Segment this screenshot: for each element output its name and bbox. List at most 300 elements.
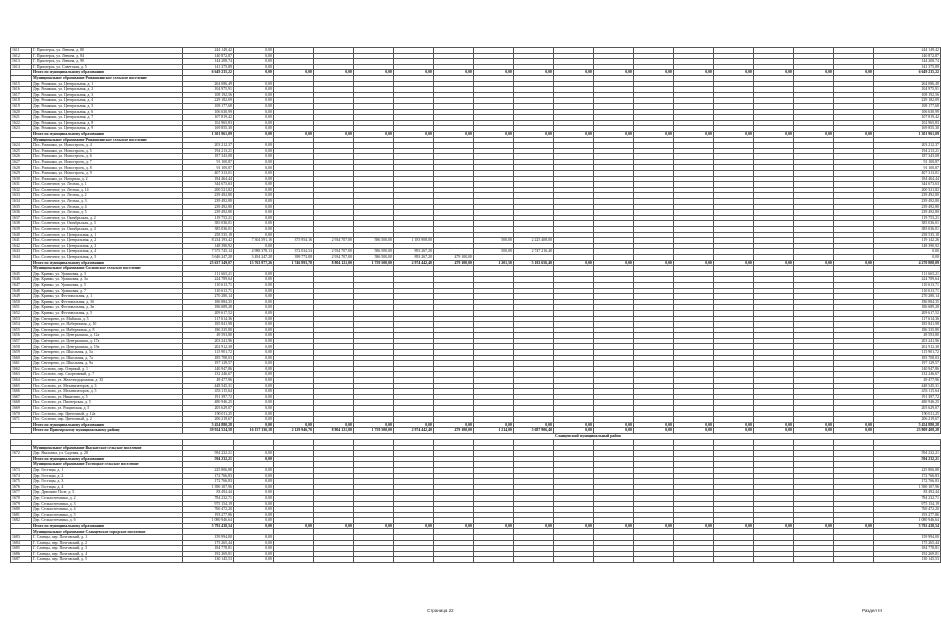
remaining-cost-cell: 130 145,53 bbox=[874, 557, 941, 563]
value-cell: 0,00 bbox=[794, 131, 834, 137]
remaining-cost-cell: 0,00 bbox=[874, 254, 941, 260]
address-cell: Пос. Ромашки, ул. Новостроек, д. 8 bbox=[32, 165, 183, 171]
value-cell bbox=[834, 557, 874, 563]
total-cost-cell: 1 301 961,09 bbox=[183, 131, 234, 137]
total-cost-cell: 258 535,18 bbox=[183, 232, 234, 238]
remaining-cost-cell: 197 129,57 bbox=[874, 361, 941, 367]
remaining-cost-cell: 49 477,96 bbox=[874, 378, 941, 384]
total-cost-cell: 407 313,01 bbox=[183, 171, 234, 177]
value-cell: 479 100,00 bbox=[434, 428, 474, 434]
value-cell: 0,00 bbox=[394, 523, 434, 529]
value-cell: 500,00 bbox=[474, 238, 514, 244]
value-cell: 0,00 bbox=[234, 484, 274, 490]
address-cell: Дер. Снегирево, ул. Центральная, д. 17а bbox=[32, 338, 183, 344]
row-number-cell: 1648 bbox=[11, 288, 32, 294]
value-cell: 0,00 bbox=[594, 523, 634, 529]
row-number-cell: 1617 bbox=[11, 92, 32, 98]
value-cell: 8 804 121,00 bbox=[314, 260, 354, 266]
value-cell: 0,00 bbox=[714, 523, 754, 529]
remaining-cost-cell: 239 492,80 bbox=[874, 204, 941, 210]
value-cell: 0,00 bbox=[234, 479, 274, 485]
address-cell: Г. Приозерск, ул. Советская, д. 5 bbox=[32, 64, 183, 70]
value-cell: 0,00 bbox=[234, 366, 274, 372]
value-cell: 0,00 bbox=[634, 428, 674, 434]
value-cell: 0,00 bbox=[434, 523, 474, 529]
value-cell: 0,00 bbox=[274, 422, 314, 428]
value-cell: 0,00 bbox=[234, 417, 274, 423]
value-cell: 0,00 bbox=[234, 540, 274, 546]
value-cell: 372 034,54 bbox=[274, 249, 314, 255]
row-number-cell: 1680 bbox=[11, 507, 32, 513]
total-cost-cell: 239 492,80 bbox=[183, 210, 234, 216]
address-cell: Пос. Солнечное, ул. Центральная, д. 3 bbox=[32, 243, 183, 249]
remaining-cost-cell: 104 975,91 bbox=[874, 87, 941, 93]
value-cell: 0,00 bbox=[554, 70, 594, 76]
row-number-cell: 1671 bbox=[11, 417, 32, 423]
total-cost-cell: 594 232,21 bbox=[183, 451, 234, 457]
row-number-cell: 1619 bbox=[11, 103, 32, 109]
total-cost-cell: 784 232,71 bbox=[183, 495, 234, 501]
total-cost-cell: 25 637 349,07 bbox=[183, 260, 234, 266]
remaining-cost-cell: 203 241,96 bbox=[874, 338, 941, 344]
row-number-cell: 1683 bbox=[11, 535, 32, 541]
address-cell: Пос. Солнечное, ул. Лесная, д. 2 bbox=[32, 193, 183, 199]
value-cell: 0,00 bbox=[834, 422, 874, 428]
value-cell: 0,00 bbox=[674, 131, 714, 137]
address-cell: Дер. Снегирево, ул. Набережная, д. 10 bbox=[32, 322, 183, 328]
row-number-cell: 1652 bbox=[11, 310, 32, 316]
remaining-cost-cell: 594 232,21 bbox=[874, 451, 941, 457]
remaining-cost-cell: 225 806,88 bbox=[874, 467, 941, 473]
value-cell: 0,00 bbox=[514, 70, 554, 76]
value-cell: 0,00 bbox=[434, 131, 474, 137]
address-cell: Г. Сланцы, пер. Почтовский, д. 1 bbox=[32, 535, 183, 541]
total-cost-cell: 175 265,44 bbox=[183, 540, 234, 546]
value-cell bbox=[754, 557, 794, 563]
value-cell: 0,00 bbox=[234, 546, 274, 552]
value-cell: 0,00 bbox=[714, 422, 754, 428]
value-cell: 0,00 bbox=[234, 310, 274, 316]
address-cell: Итого по муниципальному образованию bbox=[32, 456, 183, 462]
row-number-cell: 1675 bbox=[11, 479, 32, 485]
remaining-cost-cell: 407 313,01 bbox=[874, 171, 941, 177]
total-cost-cell: 344 673,63 bbox=[183, 182, 234, 188]
value-cell: 0,00 bbox=[354, 523, 394, 529]
total-cost-cell: 203 241,96 bbox=[183, 338, 234, 344]
value-cell: 5 687 906,40 bbox=[514, 428, 554, 434]
row-number-cell: 1633 bbox=[11, 193, 32, 199]
remaining-cost-cell: 975 154,19 bbox=[874, 501, 941, 507]
value-cell: 0,00 bbox=[594, 422, 634, 428]
value-cell: 586 500,00 bbox=[354, 238, 394, 244]
row-number-cell: 1629 bbox=[11, 171, 32, 177]
row-number-cell: 1678 bbox=[11, 495, 32, 501]
total-cost-cell: 108 177,68 bbox=[183, 103, 234, 109]
address-cell: Дер. Дрюпино Поле, д. 5 bbox=[32, 490, 183, 496]
total-cost-cell: 225 806,88 bbox=[183, 467, 234, 473]
value-cell: 0,00 bbox=[314, 422, 354, 428]
value-cell: 0,00 bbox=[834, 131, 874, 137]
row-number-cell: 1636 bbox=[11, 210, 32, 216]
total-cost-cell: 975 154,19 bbox=[183, 501, 234, 507]
value-cell: 0,00 bbox=[234, 176, 274, 182]
value-cell: 0,00 bbox=[234, 507, 274, 513]
value-cell: 0,00 bbox=[234, 87, 274, 93]
row-number-cell: 1661 bbox=[11, 361, 32, 367]
row-number-cell: 1618 bbox=[11, 98, 32, 104]
value-cell: 1 746 893,78 bbox=[274, 260, 314, 266]
value-cell: 0,00 bbox=[794, 523, 834, 529]
address-cell: Дер. Ромашки, ул. Центральная, д. 9 bbox=[32, 126, 183, 132]
remaining-cost-cell: 594 232,21 bbox=[874, 456, 941, 462]
value-cell: 0,00 bbox=[674, 260, 714, 266]
value-cell: 0,00 bbox=[234, 59, 274, 65]
value-cell: 0,00 bbox=[234, 305, 274, 311]
row-number-cell: 1640 bbox=[11, 232, 32, 238]
value-cell bbox=[474, 557, 514, 563]
value-cell: 0,00 bbox=[234, 53, 274, 59]
value-cell: 0,00 bbox=[234, 389, 274, 395]
row-number-cell: 1655 bbox=[11, 327, 32, 333]
remaining-cost-cell: 117 614,36 bbox=[874, 316, 941, 322]
value-cell: 0,00 bbox=[234, 400, 274, 406]
value-cell: 0,00 bbox=[434, 422, 474, 428]
value-cell: 0,00 bbox=[394, 422, 434, 428]
address-cell: Итого по муниципальному образованию bbox=[32, 70, 183, 76]
value-cell: 0,00 bbox=[234, 355, 274, 361]
row-number-cell: 1662 bbox=[11, 366, 32, 372]
value-cell: 0,00 bbox=[794, 70, 834, 76]
value-cell: 0,00 bbox=[234, 109, 274, 115]
total-cost-cell: 239 492,80 bbox=[183, 204, 234, 210]
value-cell: 0,00 bbox=[834, 70, 874, 76]
value-cell: 0,00 bbox=[314, 523, 354, 529]
total-cost-cell: 39 924 524,58 bbox=[183, 428, 234, 434]
row-number-cell: 1622 bbox=[11, 120, 32, 126]
value-cell: 0,00 bbox=[234, 64, 274, 70]
total-cost-cell: 1 390 107,96 bbox=[183, 484, 234, 490]
remaining-cost-cell: 448 545,31 bbox=[874, 383, 941, 389]
address-cell: Пос. Солнечное, ул. Центральная, д. 4 bbox=[32, 249, 183, 255]
row-number-cell: 1682 bbox=[11, 518, 32, 524]
total-cost-cell: 194 213,21 bbox=[183, 148, 234, 154]
value-cell: 0,00 bbox=[234, 115, 274, 121]
value-cell: 0,00 bbox=[234, 103, 274, 109]
total-cost-cell: 5 646 247,28 bbox=[183, 254, 234, 260]
total-cost-cell: 7 575 745,14 bbox=[183, 249, 234, 255]
value-cell: 0,00 bbox=[674, 422, 714, 428]
value-cell bbox=[674, 557, 714, 563]
remaining-cost-cell: 344 673,63 bbox=[874, 182, 941, 188]
value-cell: 0,00 bbox=[234, 535, 274, 541]
remaining-cost-cell: 108 177,68 bbox=[874, 103, 941, 109]
value-cell: 0,00 bbox=[554, 260, 594, 266]
remaining-cost-cell: 148 390,92 bbox=[874, 243, 941, 249]
address-cell: Итого по муниципальному образованию bbox=[32, 131, 183, 137]
address-cell: Пос. Солнечное, ул. Октябрьская, д. 3 bbox=[32, 221, 183, 227]
value-cell: 0,00 bbox=[474, 70, 514, 76]
value-cell: 0,00 bbox=[394, 70, 434, 76]
page-number: Страница 22 bbox=[427, 608, 454, 613]
value-cell: 375 954,16 bbox=[274, 238, 314, 244]
remaining-cost-cell: 140 872,87 bbox=[874, 53, 941, 59]
row-number-cell: 1626 bbox=[11, 154, 32, 160]
remaining-cost-cell: 1 080 946,64 bbox=[874, 518, 941, 524]
total-cost-cell: 110 613,71 bbox=[183, 288, 234, 294]
row-number-cell: 1630 bbox=[11, 176, 32, 182]
address-cell: Пос. Сосново, ул. Механизаторов, д. 5 bbox=[32, 389, 183, 395]
value-cell bbox=[314, 557, 354, 563]
value-cell: 0,00 bbox=[234, 120, 274, 126]
remaining-cost-cell: 784 232,71 bbox=[874, 495, 941, 501]
value-cell: 0,00 bbox=[234, 512, 274, 518]
address-cell: Муниципальное образование Сланцевское городское поселение bbox=[32, 529, 183, 535]
address-cell: Г. Сланцы, пер. Почтовский, д. 2 bbox=[32, 540, 183, 546]
total-cost-cell: 264 086,49 bbox=[183, 81, 234, 87]
value-cell: 0,00 bbox=[234, 422, 274, 428]
total-cost-cell: 5 792 438,54 bbox=[183, 523, 234, 529]
row-number-cell: 1615 bbox=[11, 81, 32, 87]
total-cost-cell: 209 617,52 bbox=[183, 310, 234, 316]
remaining-cost-cell: 480 946,25 bbox=[874, 400, 941, 406]
value-cell: 398 773,08 bbox=[274, 254, 314, 260]
value-cell: 2 934 707,00 bbox=[314, 249, 354, 255]
remaining-cost-cell: 6 649 235,22 bbox=[874, 70, 941, 76]
total-cost-cell: 49 593,80 bbox=[183, 333, 234, 339]
address-cell: Г. Приозерск, ул. Ленина, д. 84 bbox=[32, 53, 183, 59]
address-cell: Дер. Сельхозтехника, д. 3 bbox=[32, 501, 183, 507]
value-cell: 0,00 bbox=[234, 490, 274, 496]
value-cell: 0,00 bbox=[514, 131, 554, 137]
value-cell: 0,00 bbox=[234, 361, 274, 367]
address-cell: Дер. Ромашки, ул. Центральная, д. 7 bbox=[32, 115, 183, 121]
total-cost-cell: 197 129,57 bbox=[183, 361, 234, 367]
value-cell: 0,00 bbox=[234, 271, 274, 277]
value-cell: 2 129 946,70 bbox=[274, 428, 314, 434]
total-cost-cell: 132 246,67 bbox=[183, 372, 234, 378]
value-cell: 3 494 247,28 bbox=[234, 254, 274, 260]
value-cell: 0,00 bbox=[594, 70, 634, 76]
total-cost-cell: 144 208,74 bbox=[183, 59, 234, 65]
value-cell: 0,00 bbox=[234, 143, 274, 149]
remaining-cost-cell: 193 277,86 bbox=[874, 512, 941, 518]
remaining-cost-cell: 194 213,21 bbox=[874, 148, 941, 154]
value-cell: 0,00 bbox=[234, 451, 274, 457]
total-cost-cell: 107 819,42 bbox=[183, 115, 234, 121]
remaining-cost-cell: 106 630,99 bbox=[874, 109, 941, 115]
remaining-cost-cell: 184 778,81 bbox=[874, 546, 941, 552]
row-number-cell: 1685 bbox=[11, 546, 32, 552]
address-program-table bbox=[10, 47, 941, 563]
value-cell: 0,00 bbox=[314, 70, 354, 76]
address-cell: Пос. Сосново, ул. Никитина, д. 5 bbox=[32, 394, 183, 400]
total-cost-cell: 239 492,80 bbox=[183, 193, 234, 199]
value-cell: 0,00 bbox=[834, 428, 874, 434]
address-cell: Дер. Кривко, ул. Фестивальная, д. 3в bbox=[32, 305, 183, 311]
address-cell: Дер. Ромашки, ул. Центральная, д. 2 bbox=[32, 87, 183, 93]
row-number-cell: 1642 bbox=[11, 243, 32, 249]
value-cell: 0,00 bbox=[634, 523, 674, 529]
total-cost-cell: 1 080 946,64 bbox=[183, 518, 234, 524]
total-cost-cell: 239 492,80 bbox=[183, 199, 234, 205]
remaining-cost-cell: 239 492,80 bbox=[874, 210, 941, 216]
value-cell bbox=[794, 557, 834, 563]
remaining-cost-cell: 184 464,44 bbox=[874, 176, 941, 182]
value-cell: 0,00 bbox=[754, 523, 794, 529]
value-cell: 0,00 bbox=[754, 70, 794, 76]
address-cell: Пос. Ромашки, ул. Новостроек, д. 9 bbox=[32, 171, 183, 177]
value-cell: 0,00 bbox=[234, 557, 274, 563]
value-cell: 0,00 bbox=[754, 428, 794, 434]
value-cell: 0,00 bbox=[234, 210, 274, 216]
remaining-cost-cell: 191 397,72 bbox=[874, 394, 941, 400]
remaining-cost-cell: 760 472,20 bbox=[874, 507, 941, 513]
row-number-cell: 1667 bbox=[11, 394, 32, 400]
row-number-cell: 1637 bbox=[11, 215, 32, 221]
value-cell: 0,00 bbox=[234, 148, 274, 154]
address-cell: Пос. Сосново, ул. Пионерская, д. 5 bbox=[32, 400, 183, 406]
address-cell: Муниципальное образование Выскатское сельское поселение bbox=[32, 445, 183, 451]
address-cell: Дер. Выскатка, ул. Садовая, д. 28 bbox=[32, 451, 183, 457]
row-number-cell: 1676 bbox=[11, 484, 32, 490]
value-cell: 0,00 bbox=[234, 288, 274, 294]
row-number-cell: 1665 bbox=[11, 383, 32, 389]
row-number-cell: 1611 bbox=[11, 48, 32, 54]
value-cell: 0,00 bbox=[274, 131, 314, 137]
total-cost-cell: 760 472,20 bbox=[183, 507, 234, 513]
total-cost-cell: 169 855,30 bbox=[183, 126, 234, 132]
remaining-cost-cell: 200 521,82 bbox=[874, 187, 941, 193]
row-number-cell: 1634 bbox=[11, 199, 32, 205]
address-cell: Дер. Гостицы, д. 3 bbox=[32, 479, 183, 485]
value-cell: 5 182 656,40 bbox=[514, 260, 554, 266]
address-cell: Дер. Снегирево, ул. Майская, д. 5 bbox=[32, 316, 183, 322]
row-number-cell: 1686 bbox=[11, 551, 32, 557]
remaining-cost-cell: 5 792 438,54 bbox=[874, 523, 941, 529]
remaining-cost-cell: 202 912,38 bbox=[874, 344, 941, 350]
address-cell: Дер. Сельхозтехника, д. 6 bbox=[32, 518, 183, 524]
total-cost-cell: 186 689,28 bbox=[183, 305, 234, 311]
total-cost-cell: 200 521,82 bbox=[183, 187, 234, 193]
total-cost-cell: 117 614,36 bbox=[183, 316, 234, 322]
remaining-cost-cell: 190 011,25 bbox=[874, 411, 941, 417]
value-cell: 0,00 bbox=[234, 98, 274, 104]
value-cell bbox=[514, 557, 554, 563]
value-cell: 0,00 bbox=[234, 165, 274, 171]
value-cell: 0,00 bbox=[634, 422, 674, 428]
total-cost-cell: 448 545,31 bbox=[183, 383, 234, 389]
value-cell: 0,00 bbox=[354, 131, 394, 137]
address-cell: Пос. Солнечное, ул. Центральная, д. 2 bbox=[32, 238, 183, 244]
value-cell: 0,00 bbox=[314, 131, 354, 137]
value-cell: 0,00 bbox=[234, 182, 274, 188]
total-cost-cell: 159 994,00 bbox=[183, 535, 234, 541]
row-number-cell: 1613 bbox=[11, 59, 32, 65]
value-cell: 0,00 bbox=[234, 48, 274, 54]
remaining-cost-cell: 110 613,71 bbox=[874, 282, 941, 288]
value-cell bbox=[634, 557, 674, 563]
remaining-cost-cell: 244 149,42 bbox=[874, 48, 941, 54]
value-cell: 0,00 bbox=[234, 518, 274, 524]
value-cell: 0,00 bbox=[674, 523, 714, 529]
total-cost-cell: 187 343,08 bbox=[183, 154, 234, 160]
value-cell: 0,00 bbox=[234, 501, 274, 507]
value-cell: 479 100,00 bbox=[434, 254, 474, 260]
total-cost-cell: 49 477,96 bbox=[183, 378, 234, 384]
row-number-cell: 1643 bbox=[11, 249, 32, 255]
total-cost-cell: 192 269,81 bbox=[183, 551, 234, 557]
total-cost-cell: 229 182,09 bbox=[183, 98, 234, 104]
remaining-cost-cell: 192 269,81 bbox=[874, 551, 941, 557]
row-number-cell: 1666 bbox=[11, 389, 32, 395]
remaining-cost-cell: 172 766,83 bbox=[874, 479, 941, 485]
total-cost-cell: 104 975,91 bbox=[183, 87, 234, 93]
value-cell: 0,00 bbox=[234, 204, 274, 210]
value-cell: 0,00 bbox=[234, 187, 274, 193]
value-cell: 0,00 bbox=[714, 131, 754, 137]
row-number-cell: 1677 bbox=[11, 490, 32, 496]
total-cost-cell: 8 234 193,42 bbox=[183, 238, 234, 244]
row-number-cell: 1657 bbox=[11, 338, 32, 344]
address-cell: Дер. Гостицы, д. 2 bbox=[32, 473, 183, 479]
value-cell: 0,00 bbox=[234, 282, 274, 288]
value-cell: 0,00 bbox=[234, 495, 274, 501]
address-cell: Пос. Ромашки, ул. Новостроек, д. 5 bbox=[32, 148, 183, 154]
value-cell bbox=[594, 557, 634, 563]
row-number-cell: 1647 bbox=[11, 282, 32, 288]
section-label: Раздел III bbox=[862, 608, 882, 613]
value-cell: 0,00 bbox=[554, 523, 594, 529]
row-number-cell: 1687 bbox=[11, 557, 32, 563]
remaining-cost-cell: 108 192,56 bbox=[874, 92, 941, 98]
value-cell: 0,00 bbox=[594, 428, 634, 434]
value-cell: 0,00 bbox=[634, 131, 674, 137]
address-cell: Муниципальное образование Гостицкое сельское поселение bbox=[32, 462, 183, 468]
value-cell: 0,00 bbox=[794, 260, 834, 266]
value-cell bbox=[554, 557, 594, 563]
address-cell: Пос. Солнечное, ул. Лесная, д. 5 bbox=[32, 210, 183, 216]
row-number-cell: 1659 bbox=[11, 350, 32, 356]
remaining-cost-cell: 205 629,07 bbox=[874, 406, 941, 412]
value-cell: 0,00 bbox=[754, 131, 794, 137]
total-cost-cell: 206 219,67 bbox=[183, 417, 234, 423]
row-number-cell: 1614 bbox=[11, 64, 32, 70]
total-cost-cell: 184 464,44 bbox=[183, 176, 234, 182]
value-cell: 0,00 bbox=[474, 422, 514, 428]
value-cell: 893 267,20 bbox=[394, 249, 434, 255]
remaining-cost-cell: 169 855,30 bbox=[874, 126, 941, 132]
total-cost-cell: 480 946,25 bbox=[183, 400, 234, 406]
value-cell: 0,00 bbox=[234, 199, 274, 205]
address-cell: Пос. Сосново, ул. Железнодорожная, д. 35 bbox=[32, 378, 183, 384]
total-cost-cell: 193 277,86 bbox=[183, 512, 234, 518]
row-number-cell: 1624 bbox=[11, 143, 32, 149]
row-number-cell: 1650 bbox=[11, 299, 32, 305]
address-cell: Дер. Кривко, ул. Ураиковая, д. 5 bbox=[32, 282, 183, 288]
address-cell: Пос. Солнечное, ул. Лесная, д. 1 bbox=[32, 182, 183, 188]
address-cell: Дер. Ромашки, ул. Центральная, д. 5 bbox=[32, 103, 183, 109]
address-cell: Дер. Кривко, ул. Ураиковая, д. 3 bbox=[32, 271, 183, 277]
value-cell: 0,00 bbox=[354, 70, 394, 76]
address-cell: Дер. Гостицы, д. 1 bbox=[32, 467, 183, 473]
value-cell bbox=[714, 557, 754, 563]
row-number-cell: 1625 bbox=[11, 148, 32, 154]
address-cell: Пос. Ромашки, ул. Новостроек, д. 6 bbox=[32, 154, 183, 160]
total-cost-cell: 141 375,89 bbox=[183, 64, 234, 70]
address-cell: Дер. Снегирево, ул. Центральная, д. 19а bbox=[32, 344, 183, 350]
total-cost-cell: 191 397,72 bbox=[183, 394, 234, 400]
address-cell: Пос. Солнечное, ул. Центральная, д. 1 bbox=[32, 232, 183, 238]
